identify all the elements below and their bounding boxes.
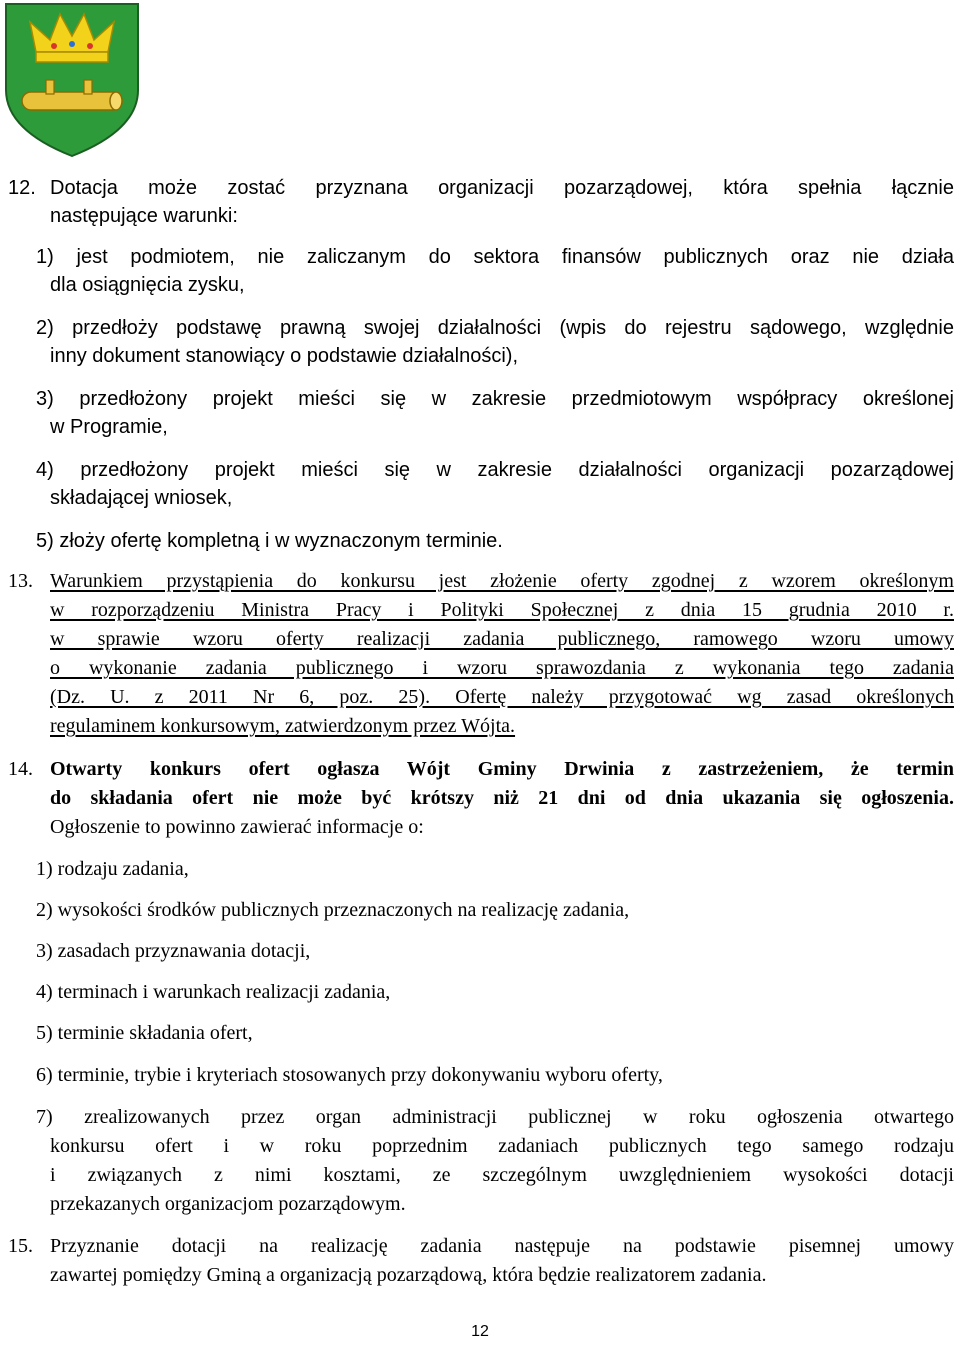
coat-of-arms-logo [0,0,144,160]
section-14-line-1: Otwarty konkurs ofert ogłasza Wójt Gminy Drwinia z zastrzeżeniem, że termin [50,758,954,780]
s12-item-5: 5) złoży ofertę kompletną i w wyznaczonym terminie. [36,530,503,552]
s14-item-1: 1) rodzaju zadania, [36,858,189,880]
section-14-number: 14. [8,758,33,780]
section-13-line-4: o wykonanie zadania publicznego i wzoru sprawozdania z wykonania tego zadania [50,657,954,679]
s12-item-3-line-1: 3) przedłożony projekt mieści się w zakresie przedmiotowym współpracy określonej [36,388,954,410]
section-12-line-1: Dotacja może zostać przyznana organizacji pozarządowej, która spełnia łącznie [50,177,954,199]
section-14-line-3: Ogłoszenie to powinno zawierać informacje o: [50,816,424,838]
s12-item-4-line-1: 4) przedłożony projekt mieści się w zakresie działalności organizacji pozarządowej [36,459,954,481]
section-14-line-2: do składania ofert nie może być krótszy niż 21 dni od dnia ukazania się ogłoszenia. [50,787,954,809]
section-13-line-6: regulaminem konkursowym, zatwierdzonym przez Wójta. [50,715,516,737]
section-15-line-2: zawartej pomiędzy Gminą a organizacją pozarządową, która będzie realizatorem zadania. [50,1264,767,1286]
s14-item-3: 3) zasadach przyznawania dotacji, [36,940,311,962]
s14-item-4: 4) terminach i warunkach realizacji zadania, [36,981,391,1003]
section-13-line-3: w sprawie wzoru oferty realizacji zadania publicznego, ramowego wzoru umowy [50,628,954,650]
section-13-line-5: (Dz. U. z 2011 Nr 6, poz. 25). Ofertę należy przygotować wg zasad określonych [50,686,954,708]
section-13-line-2: w rozporządzeniu Ministra Pracy i Polityki Społecznej z dnia 15 grudnia 2010 r. [50,599,954,621]
section-15-line-1: Przyznanie dotacji na realizację zadania następuje na podstawie pisemnej umowy [50,1235,954,1257]
s14-item-5: 5) terminie składania ofert, [36,1022,253,1044]
s14-item-7-line-4: przekazanych organizacjom pozarządowym. [50,1193,406,1215]
s14-item-6: 6) terminie, trybie i kryteriach stosowanych przy dokonywaniu wyboru oferty, [36,1064,663,1086]
section-13-number: 13. [8,570,33,592]
s12-item-2-line-2: inny dokument stanowiący o podstawie działalności), [50,345,519,367]
s14-item-2: 2) wysokości środków publicznych przeznaczonych na realizację zadania, [36,899,630,921]
s14-item-7-line-2: konkursu ofert i w roku poprzednim zadaniach publicznych tego samego rodzaju [50,1135,954,1157]
s12-item-1-line-2: dla osiągnięcia zysku, [50,274,245,296]
s12-item-3-line-2: w Programie, [50,416,168,438]
section-13-line-1: Warunkiem przystąpienia do konkursu jest złożenie oferty zgodnej z wzorem określonym [50,570,954,592]
s12-item-4-line-2: składającej wniosek, [50,487,233,509]
s12-item-1-line-1: 1) jest podmiotem, nie zaliczanym do sektora finansów publicznych oraz nie działa [36,246,954,268]
s14-item-7-line-3: i związanych z nimi kosztami, ze szczególnym uwzględnieniem wysokości dotacji [50,1164,954,1186]
s12-item-2-line-1: 2) przedłoży podstawę prawną swojej działalności (wpis do rejestru sądowego, względnie [36,317,954,339]
section-15-number: 15. [8,1235,33,1257]
s14-item-7-line-1: 7) zrealizowanych przez organ administracji publicznej w roku ogłoszenia otwartego [36,1106,954,1128]
section-12-line-2: następujące warunki: [50,205,238,227]
section-12-number: 12. [8,177,36,199]
page-number: 12 [471,1323,489,1340]
